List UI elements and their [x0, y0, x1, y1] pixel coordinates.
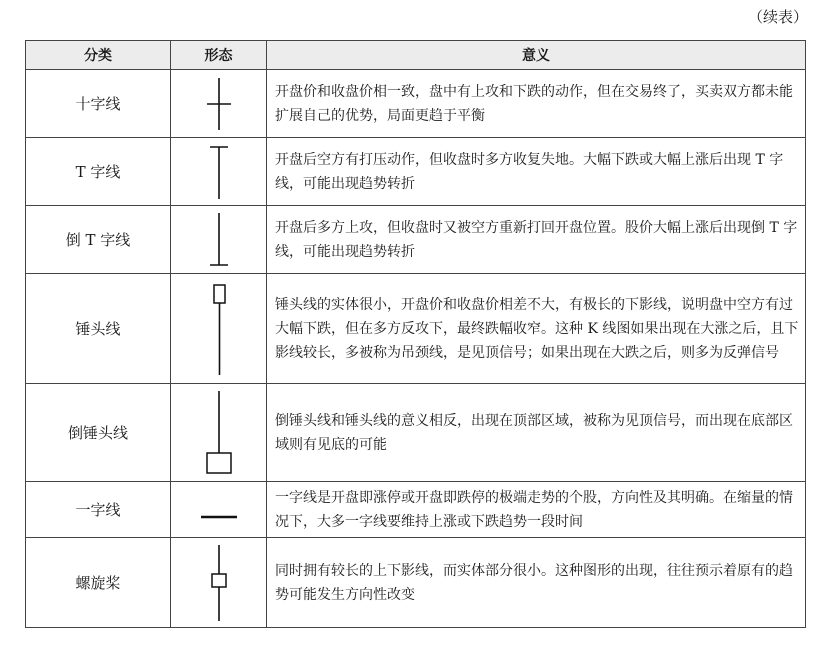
- pattern-name: 倒 T 字线: [26, 206, 171, 274]
- hammer-candlestick-icon: [189, 277, 249, 381]
- table-row: [26, 70, 806, 138]
- pattern-meaning: 同时拥有较长的上下影线，而实体部分很小。这种图形的出现，往往预示着原有的趋势可能发生方向性改变: [267, 538, 806, 628]
- pattern-name: 螺旋桨: [26, 538, 171, 628]
- pattern-name: 倒锤头线: [26, 384, 171, 482]
- pattern-name: 锤头线: [26, 274, 171, 384]
- pattern-meaning: 倒锤头线和锤头线的意义相反，出现在顶部区域，被称为见顶信号，而出现在底部区域则有见底的可能: [267, 384, 806, 482]
- header-category: 分类: [26, 41, 171, 70]
- table-row: [26, 384, 806, 482]
- t-line-candlestick-icon: [189, 141, 249, 203]
- candlestick-patterns-table: [25, 40, 806, 628]
- flat-line-candlestick-icon: [189, 485, 249, 535]
- table-row: [26, 538, 806, 628]
- header-shape: 形态: [171, 41, 267, 70]
- pattern-name: T 字线: [26, 138, 171, 206]
- pattern-meaning: 一字线是开盘即涨停或开盘即跌停的极端走势的个股，方向性及其明确。在缩量的情况下，大多一字线要维持上涨或下跌趋势一段时间: [267, 482, 806, 538]
- inverted-hammer-candlestick-icon: [189, 387, 249, 479]
- inverted-t-candlestick-icon: [189, 209, 249, 271]
- table-row: [26, 482, 806, 538]
- pattern-name: 一字线: [26, 482, 171, 538]
- pattern-meaning: 开盘后多方上攻，但收盘时又被空方重新打回开盘位置。股价大幅上涨后出现倒 T 字线，可能出现趋势转折: [267, 206, 806, 274]
- pattern-meaning: 锤头线的实体很小，开盘价和收盘价相差不大，有极长的下影线，说明盘中空方有过大幅下跌，但在多方反攻下，最终跌幅收窄。这种 K 线图如果出现在大涨之后，且下影线较长，多被称为吊颈线，是见顶信号；如果出现在大跌之后，则多为反弹信号: [267, 274, 806, 384]
- pattern-meaning: 开盘价和收盘价相一致，盘中有上攻和下跌的动作，但在交易终了，买卖双方都未能扩展自己的优势，局面更趋于平衡: [267, 70, 806, 138]
- continued-label: （续表）: [747, 8, 808, 26]
- pattern-meaning: 开盘后空方有打压动作，但收盘时多方收复失地。大幅下跌或大幅上涨后出现 T 字线，可能出现趋势转折: [267, 138, 806, 206]
- table-row: [26, 206, 806, 274]
- pattern-name: 十字线: [26, 70, 171, 138]
- cross-candlestick-icon: [189, 73, 249, 135]
- table-row: [26, 274, 806, 384]
- header-row: [26, 41, 806, 70]
- table-row: [26, 138, 806, 206]
- spinning-top-candlestick-icon: [189, 541, 249, 625]
- header-meaning: 意义: [267, 41, 806, 70]
